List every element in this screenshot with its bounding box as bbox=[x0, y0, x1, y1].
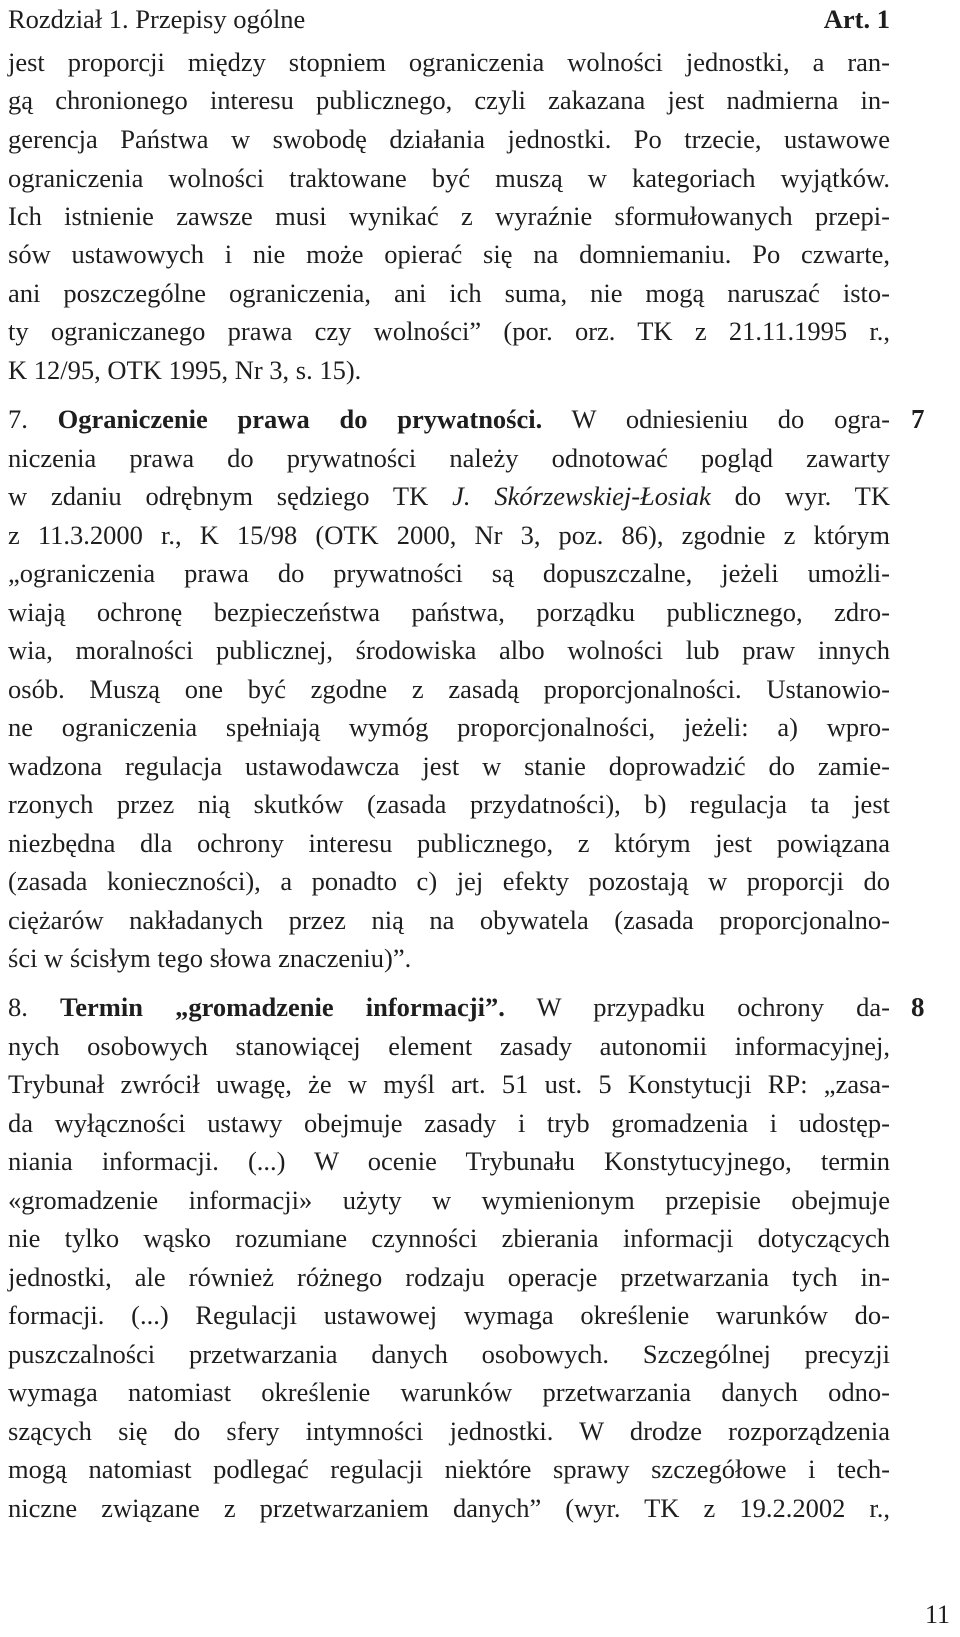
section-7-first-line bbox=[8, 401, 890, 437]
text-line: sów ustawowych i nie może opierać się na domniemaniu. Po czwarte, bbox=[8, 239, 890, 269]
section-heading: Termin „gromadzenie informacji”. bbox=[60, 992, 505, 1022]
text-line: wadzona regulacja ustawodawcza jest w stanie doprowadzić do zamie- bbox=[8, 751, 890, 781]
text-line: (zasada konieczności), a ponadto c) jej efekty pozostają w proporcji do bbox=[8, 866, 890, 896]
text-line: da wyłączności ustawy obejmuje zasady i tryb gromadzenia i udostęp- bbox=[8, 1108, 890, 1138]
section-8-first-line bbox=[8, 989, 890, 1025]
text-line: wia, moralności publicznej, środowiska albo wolności lub praw innych bbox=[8, 635, 890, 665]
text-run: w zdaniu odrębnym sędziego TK bbox=[8, 481, 429, 511]
text-line: jednostki, ale również różnego rodzaju operacje przetwarzania tych in- bbox=[8, 1262, 890, 1292]
text-line: ne ograniczenia spełniają wymóg proporcjonalności, jeżeli: a) wpro- bbox=[8, 712, 890, 742]
text-line bbox=[8, 478, 890, 514]
text-line: „ograniczenia prawa do prywatności są dopuszczalne, jeżeli umożli- bbox=[8, 558, 890, 588]
section-number: 7. bbox=[8, 404, 28, 434]
text-run: do wyr. TK bbox=[734, 481, 891, 511]
text-line: mogą natomiast podlegać regulacji niektóre sprawy szczegółowe i tech- bbox=[8, 1454, 890, 1484]
text-run: W odniesieniu do ogra- bbox=[571, 404, 890, 434]
text-line: formacji. (...) Regulacji ustawowej wymaga określenie warunków do- bbox=[8, 1300, 890, 1330]
section-number: 8. bbox=[8, 992, 28, 1022]
text-line: wiają ochronę bezpieczeństwa państwa, porządku publicznego, zdro- bbox=[8, 597, 890, 627]
running-header bbox=[8, 2, 890, 36]
chapter-title: Rozdział 1. Przepisy ogólne bbox=[8, 4, 306, 34]
text-line: ty ograniczanego prawa czy wolności” (por. orz. TK z 21.11.1995 r., bbox=[8, 316, 890, 346]
section-heading: Ograniczenie prawa do prywatności. bbox=[57, 404, 543, 434]
text-line: nie tylko wąsko rozumiane czynności zbierania informacji dotyczących bbox=[8, 1223, 890, 1253]
text-line: z 11.3.2000 r., K 15/98 (OTK 2000, Nr 3, poz. 86), zgodnie z którym bbox=[8, 520, 890, 550]
text-line: wymaga natomiast określenie warunków przetwarzania danych odno- bbox=[8, 1377, 890, 1407]
article-label: Art. 1 bbox=[823, 4, 890, 34]
margin-number: 7 bbox=[911, 404, 925, 434]
text-line: gą chronionego interesu publicznego, czyli zakazana jest nadmierna in- bbox=[8, 85, 890, 115]
text-line: ści w ścisłym tego słowa znaczeniu)”. bbox=[8, 943, 412, 973]
page-number: 11 bbox=[924, 1600, 950, 1629]
margin-number: 8 bbox=[911, 992, 925, 1022]
text-line: rzonych przez nią skutków (zasada przydatności), b) regulacja ta jest bbox=[8, 789, 890, 819]
text-line: ograniczenia wolności traktowane być muszą w kategoriach wyjątków. bbox=[8, 163, 890, 193]
text-line: Ich istnienie zawsze musi wynikać z wyraźnie sformułowanych przepi- bbox=[8, 201, 890, 231]
text-line: nych osobowych stanowiącej element zasady autonomii informacyjnej, bbox=[8, 1031, 890, 1061]
text-line: niania informacji. (...) W ocenie Trybunału Konstytucyjnego, termin bbox=[8, 1146, 890, 1176]
text-line: niezbędna dla ochrony interesu publicznego, z którym jest powiązana bbox=[8, 828, 890, 858]
text-line: jest proporcji między stopniem ograniczenia wolności jednostki, a ran- bbox=[8, 47, 890, 77]
judge-name: J. Skórzewskiej-Łosiak bbox=[452, 481, 711, 511]
text-line: K 12/95, OTK 1995, Nr 3, s. 15). bbox=[8, 355, 362, 385]
text-line: niczenia prawa do prywatności należy odnotować pogląd zawarty bbox=[8, 443, 890, 473]
text-run: W przypadku ochrony da- bbox=[536, 992, 891, 1022]
text-line: niczne związane z przetwarzaniem danych” (wyr. TK z 19.2.2002 r., bbox=[8, 1493, 890, 1523]
text-line: osób. Muszą one być zgodne z zasadą proporcjonalności. Ustanowio- bbox=[8, 674, 890, 704]
text-line: ciężarów nakładanych przez nią na obywatela (zasada proporcjonalno- bbox=[8, 905, 890, 935]
text-line: gerencja Państwa w swobodę działania jednostki. Po trzecie, ustawowe bbox=[8, 124, 890, 154]
text-line: ani poszczególne ograniczenia, ani ich suma, nie mogą naruszać isto- bbox=[8, 278, 890, 308]
text-line: Trybunał zwrócił uwagę, że w myśl art. 51 ust. 5 Konstytucji RP: „zasa- bbox=[8, 1069, 890, 1099]
text-line: szących się do sfery intymności jednostki. W drodze rozporządzenia bbox=[8, 1416, 890, 1446]
text-line: puszczalności przetwarzania danych osobowych. Szczególnej precyzji bbox=[8, 1339, 890, 1369]
text-line: «gromadzenie informacji» użyty w wymienionym przepisie obejmuje bbox=[8, 1185, 890, 1215]
